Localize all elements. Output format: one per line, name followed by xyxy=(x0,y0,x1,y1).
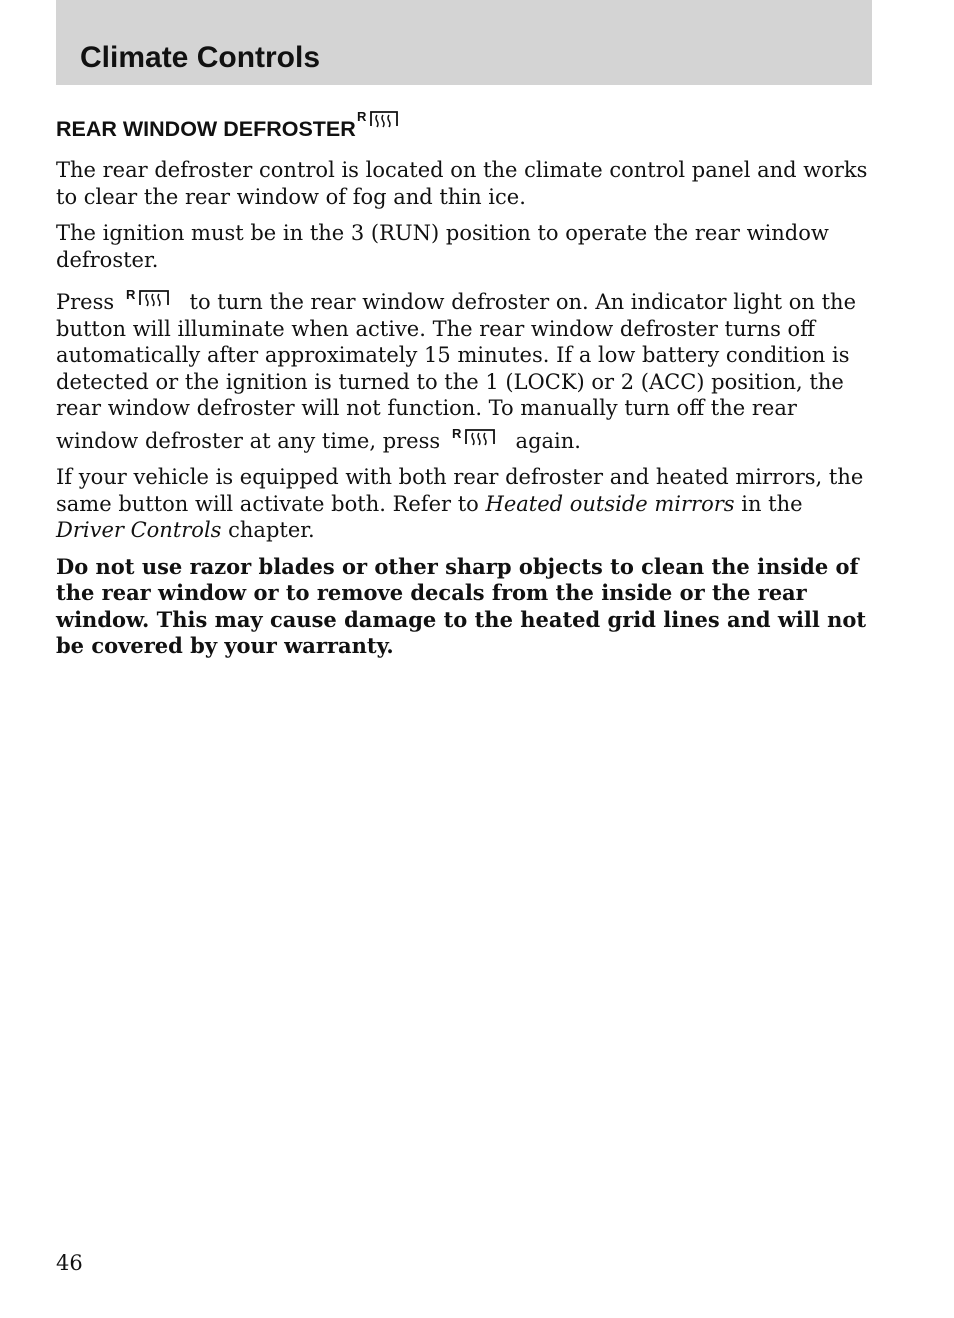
operation-text-end: again. xyxy=(515,428,581,453)
operation-text-middle: to turn the rear window defroster on. An indicator light on the button will illuminate when active. The rear window defroster turns off automatically after approximately 15 minutes. If a low battery condition is detected or the ignition is turned to the 1 (LOCK) or 2 (ACC) position, the rear window defroster will not function. To manually turn off the rear window defroster at any time, press xyxy=(56,290,857,453)
paragraph-operation xyxy=(56,283,872,454)
paragraph-ignition: The ignition must be in the 3 (RUN) position to operate the rear window defroster. xyxy=(56,221,829,272)
chapter-header-bar xyxy=(56,0,872,85)
page-content xyxy=(56,110,872,670)
reference-driver-controls: Driver Controls xyxy=(56,518,222,542)
paragraph-control-location: The rear defroster control is located on the climate control panel and works to clear the rear window of fog and thin ice. xyxy=(56,158,868,209)
rear-defrost-icon xyxy=(451,426,497,452)
mirrors-text-b: in the xyxy=(741,491,803,516)
section-heading-text: REAR WINDOW DEFROSTER xyxy=(56,117,356,141)
operation-text-start: Press xyxy=(56,290,115,314)
rear-defrost-icon-letter: R xyxy=(356,109,367,124)
chapter-title: Climate Controls xyxy=(80,41,321,74)
rear-defrost-icon xyxy=(125,287,171,313)
rear-defrost-icon xyxy=(356,108,400,134)
page-number: 46 xyxy=(56,1251,83,1275)
mirrors-text-a: If your vehicle is equipped with both rear defroster and heated mirrors, the same button will activate both. Refer to xyxy=(56,465,864,516)
rear-defrost-icon-letter: R xyxy=(125,287,136,302)
rear-defrost-icon-letter: R xyxy=(451,425,462,441)
reference-heated-outside-mirrors: Heated outside mirrors xyxy=(485,491,735,516)
section-heading xyxy=(56,110,872,143)
paragraph-heated-mirrors xyxy=(56,464,872,544)
mirrors-text-c: chapter. xyxy=(228,518,315,542)
warning-paragraph: Do not use razor blades or other sharp objects to clean the inside of the rear window or to remove decals from the inside or the rear window. This may cause damage to the heated grid lines and will not be covered by your warranty. xyxy=(56,553,867,658)
